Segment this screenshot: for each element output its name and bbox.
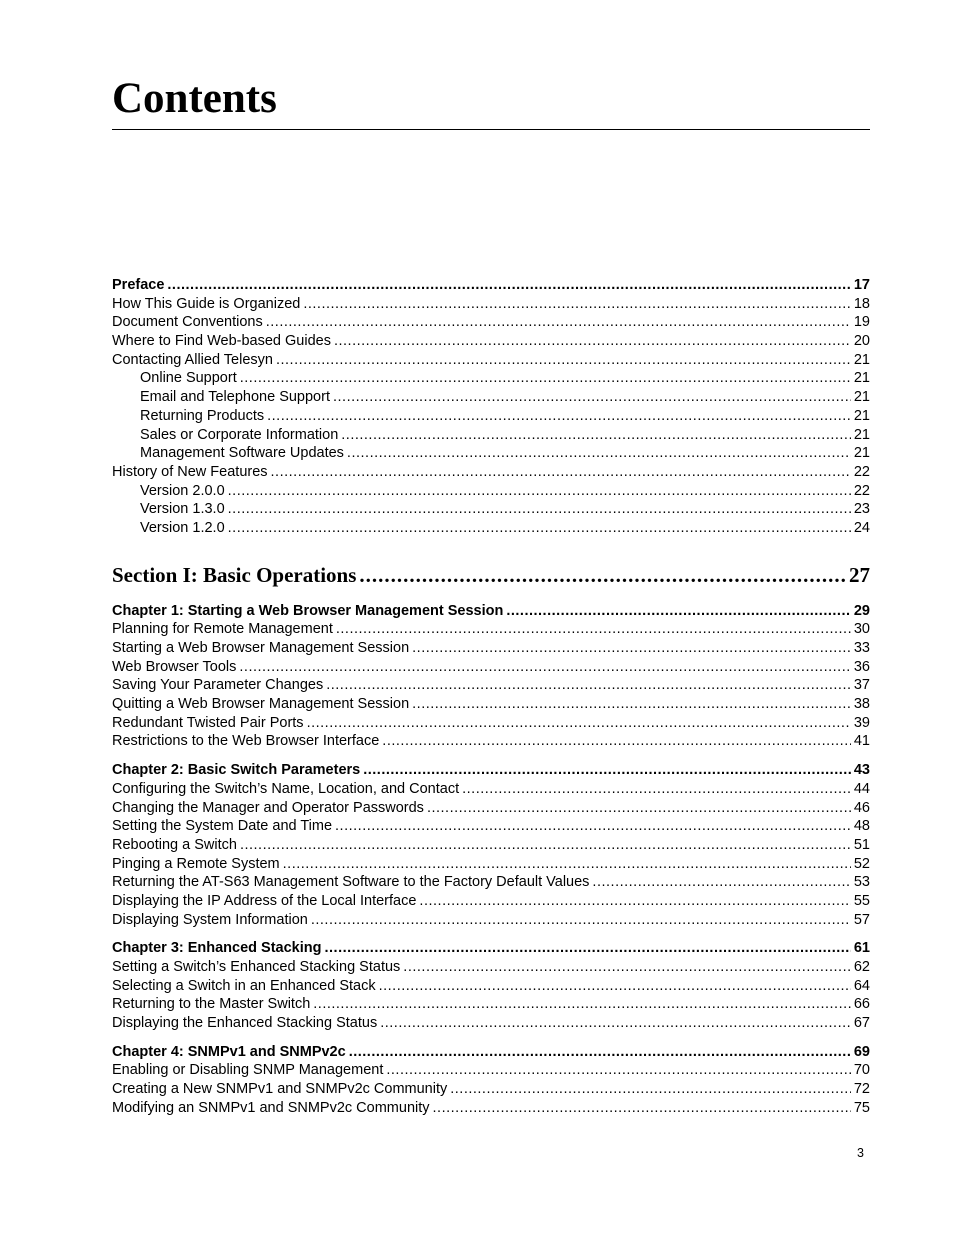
toc-entry-page: 33: [853, 640, 870, 656]
toc-entry-label: Pinging a Remote System: [112, 855, 280, 872]
dot-leader: [271, 463, 851, 482]
toc-entry-label: Displaying System Information: [112, 911, 308, 928]
dot-leader: [433, 1099, 851, 1118]
toc-entry[interactable]: [112, 658, 870, 677]
toc-entry[interactable]: [112, 500, 870, 519]
toc-entry-label: Where to Find Web-based Guides: [112, 333, 331, 350]
toc-entry[interactable]: [112, 892, 870, 911]
dot-leader: [349, 1043, 851, 1062]
toc-entry-page: 36: [853, 658, 870, 675]
toc-entry[interactable]: [112, 332, 870, 351]
toc-entry[interactable]: [112, 676, 870, 695]
dot-leader: [412, 695, 851, 714]
toc-entry-page: 69: [853, 1043, 870, 1060]
toc-group-chapter-4: [112, 1043, 870, 1118]
toc-group-chapter-1: [112, 602, 870, 752]
toc-entry[interactable]: [112, 313, 870, 332]
toc-entry-label: Setting the System Date and Time: [112, 818, 333, 835]
toc-entry-page: 19: [853, 314, 870, 331]
dot-leader: [506, 602, 851, 621]
toc-entry-label: Configuring the Switch’s Name, Location, and Contact: [112, 780, 460, 797]
toc-entry-page: 38: [853, 696, 870, 713]
toc-entry[interactable]: [112, 714, 870, 733]
toc-entry-page: 52: [853, 855, 870, 872]
toc-entry-label: Starting a Web Browser Management Session: [112, 640, 410, 656]
toc-entry-label: Email and Telephone Support: [140, 389, 330, 406]
toc-entry-label: Rebooting a Switch: [112, 836, 237, 853]
dot-leader: [240, 369, 851, 388]
toc-entry-label: Returning Products: [140, 407, 265, 424]
dot-leader: [334, 332, 851, 351]
dot-leader: [450, 1080, 851, 1099]
dot-leader: [335, 817, 851, 836]
toc-entry-label: Management Software Updates: [140, 445, 344, 462]
toc-entry[interactable]: [112, 407, 870, 426]
toc-entry-page: 21: [853, 351, 870, 368]
toc-entry-page: 55: [853, 892, 870, 909]
toc-chapter-heading[interactable]: [112, 761, 870, 780]
toc-chapter-heading[interactable]: [112, 1043, 870, 1062]
toc-entry-label: Chapter 4: SNMPv1 and SNMPv2c: [112, 1043, 346, 1060]
dot-leader: [363, 761, 851, 780]
toc-entry[interactable]: [112, 977, 870, 996]
dot-leader: [313, 995, 851, 1014]
toc-entry-page: 66: [853, 996, 870, 1013]
dot-leader: [276, 351, 851, 370]
dot-leader: [336, 620, 851, 639]
toc-entry[interactable]: [112, 388, 870, 407]
toc-entry[interactable]: [112, 1080, 870, 1099]
toc-group-chapter-2: [112, 761, 870, 929]
toc-entry[interactable]: [112, 995, 870, 1014]
toc-entry[interactable]: [112, 855, 870, 874]
toc-entry-page: 46: [853, 799, 870, 816]
toc-entry[interactable]: [112, 369, 870, 388]
dot-leader: [325, 939, 851, 958]
toc-entry[interactable]: [112, 873, 870, 892]
dot-leader: [427, 799, 851, 818]
toc-entry-page: 53: [853, 874, 870, 891]
toc-entry[interactable]: [112, 351, 870, 370]
toc-entry-label: Modifying an SNMPv1 and SNMPv2c Community: [112, 1099, 430, 1116]
toc-entry-page: 57: [853, 911, 870, 928]
toc-entry-label: Changing the Manager and Operator Passwords: [112, 799, 424, 816]
dot-leader: [462, 780, 851, 799]
dot-leader: [240, 836, 851, 855]
toc-entry-label: Displaying the IP Address of the Local Interface: [112, 892, 417, 909]
toc-entry-label: Section I: Basic Operations: [112, 562, 357, 587]
title-rule: [112, 129, 870, 130]
dot-leader: [412, 639, 851, 658]
toc-entry[interactable]: [112, 1014, 870, 1033]
toc-entry[interactable]: [112, 519, 870, 538]
toc-entry-page: 51: [853, 836, 870, 853]
toc-entry-page: 23: [853, 501, 870, 518]
toc-entry-page: 37: [853, 677, 870, 694]
toc-chapter-heading[interactable]: [112, 939, 870, 958]
toc-entry[interactable]: [112, 426, 870, 445]
toc-entry-label: Chapter 2: Basic Switch Parameters: [112, 762, 361, 779]
toc-entry-label: Enabling or Disabling SNMP Management: [112, 1062, 384, 1079]
toc-entry-page: 21: [853, 426, 870, 443]
toc-group-preface: [112, 276, 870, 538]
dot-leader: [333, 388, 851, 407]
dot-leader: [379, 977, 851, 996]
toc-entry[interactable]: [112, 463, 870, 482]
dot-leader: [380, 1014, 851, 1033]
toc-entry-label: Sales or Corporate Information: [140, 426, 339, 443]
toc-entry-label: How This Guide is Organized: [112, 295, 301, 312]
toc-entry-page: 21: [853, 445, 870, 462]
dot-leader: [419, 892, 850, 911]
dot-leader: [347, 444, 851, 463]
dot-leader: [386, 1061, 851, 1080]
toc-entry-label: Chapter 3: Enhanced Stacking: [112, 940, 322, 957]
dot-leader: [239, 658, 850, 677]
toc-entry-label: Preface: [112, 277, 165, 293]
toc-entry[interactable]: [112, 295, 870, 314]
toc-entry[interactable]: [112, 1061, 870, 1080]
toc-entry-page: 62: [853, 959, 870, 975]
toc-entry-label: Contacting Allied Telesyn: [112, 351, 273, 368]
table-of-contents: [112, 276, 870, 1118]
toc-entry[interactable]: [112, 958, 870, 977]
toc-entry[interactable]: [112, 836, 870, 855]
toc-entry-page: 43: [853, 762, 870, 779]
toc-entry-label: Quitting a Web Browser Management Session: [112, 696, 410, 713]
dot-leader: [341, 426, 851, 445]
toc-entry-label: Saving Your Parameter Changes: [112, 677, 324, 694]
toc-entry-page: 18: [853, 295, 870, 312]
dot-leader: [283, 855, 851, 874]
toc-entry-label: Redundant Twisted Pair Ports: [112, 714, 304, 731]
dot-leader: [266, 313, 851, 332]
dot-leader: [228, 519, 851, 538]
toc-entry-label: Version 2.0.0: [140, 482, 225, 499]
dot-leader: [382, 732, 851, 751]
toc-entry[interactable]: [112, 620, 870, 639]
toc-entry-page: 41: [853, 733, 870, 750]
toc-entry[interactable]: [112, 911, 870, 930]
toc-entry-page: 61: [853, 940, 870, 957]
page-number: 3: [857, 1146, 864, 1160]
toc-entry-page: 29: [853, 602, 870, 619]
toc-entry-page: 67: [853, 1015, 870, 1032]
toc-entry[interactable]: [112, 780, 870, 799]
dot-leader: [303, 295, 851, 314]
dot-leader: [167, 276, 850, 295]
toc-entry-page: 21: [853, 407, 870, 424]
toc-entry-label: Creating a New SNMPv1 and SNMPv2c Community: [112, 1081, 448, 1098]
toc-entry-page: 20: [853, 333, 870, 350]
toc-entry-page: 72: [853, 1081, 870, 1098]
toc-entry-label: Returning to the Master Switch: [112, 996, 311, 1013]
toc-entry-label: Restrictions to the Web Browser Interface: [112, 733, 380, 750]
dot-leader: [267, 407, 851, 426]
toc-entry[interactable]: [112, 817, 870, 836]
dot-leader: [228, 482, 851, 501]
toc-entry-page: 17: [853, 277, 870, 293]
toc-entry-label: Returning the AT-S63 Management Software to the Factory Default Values: [112, 874, 590, 891]
toc-entry-page: 21: [853, 389, 870, 406]
toc-entry[interactable]: [112, 695, 870, 714]
toc-entry[interactable]: [112, 482, 870, 501]
toc-entry-page: 30: [853, 621, 870, 638]
toc-entry-page: 48: [853, 818, 870, 835]
toc-entry[interactable]: [112, 799, 870, 818]
toc-entry-page: 21: [853, 370, 870, 387]
dot-leader: [403, 958, 851, 977]
toc-entry-page: 64: [853, 977, 870, 994]
toc-entry-page: 44: [853, 780, 870, 797]
toc-entry-page: 75: [853, 1099, 870, 1116]
toc-entry[interactable]: [112, 639, 870, 658]
toc-entry-label: Document Conventions: [112, 314, 263, 331]
toc-entry[interactable]: [112, 732, 870, 751]
dot-leader: [228, 500, 851, 519]
toc-entry[interactable]: [112, 444, 870, 463]
toc-entry-label: Version 1.2.0: [140, 519, 225, 536]
toc-section-heading[interactable]: [112, 560, 870, 590]
toc-entry-page: 27: [849, 562, 870, 587]
dot-leader: [592, 873, 850, 892]
toc-entry-label: Setting a Switch’s Enhanced Stacking Status: [112, 959, 401, 975]
toc-entry-label: Selecting a Switch in an Enhanced Stack: [112, 977, 376, 994]
toc-entry-page: 22: [853, 482, 870, 499]
toc-entry-label: Chapter 1: Starting a Web Browser Management Session: [112, 602, 504, 619]
toc-entry-page: 39: [853, 714, 870, 731]
toc-entry[interactable]: [112, 1099, 870, 1118]
toc-entry-page: 24: [853, 519, 870, 536]
toc-chapter-heading[interactable]: [112, 602, 870, 621]
toc-chapter-heading[interactable]: [112, 276, 870, 295]
toc-entry-label: Displaying the Enhanced Stacking Status: [112, 1015, 378, 1032]
dot-leader: [307, 714, 851, 733]
toc-group-chapter-3: [112, 939, 870, 1032]
toc-entry-label: History of New Features: [112, 463, 268, 480]
toc-entry-label: Planning for Remote Management: [112, 621, 333, 638]
page-title: Contents: [112, 75, 277, 122]
toc-entry-page: 22: [853, 463, 870, 480]
toc-entry-label: Version 1.3.0: [140, 501, 225, 518]
toc-entry-page: 70: [853, 1062, 870, 1079]
dot-leader: [359, 560, 846, 590]
dot-leader: [326, 676, 851, 695]
dot-leader: [311, 911, 851, 930]
toc-entry-label: Online Support: [140, 370, 237, 387]
toc-entry-label: Web Browser Tools: [112, 658, 237, 675]
